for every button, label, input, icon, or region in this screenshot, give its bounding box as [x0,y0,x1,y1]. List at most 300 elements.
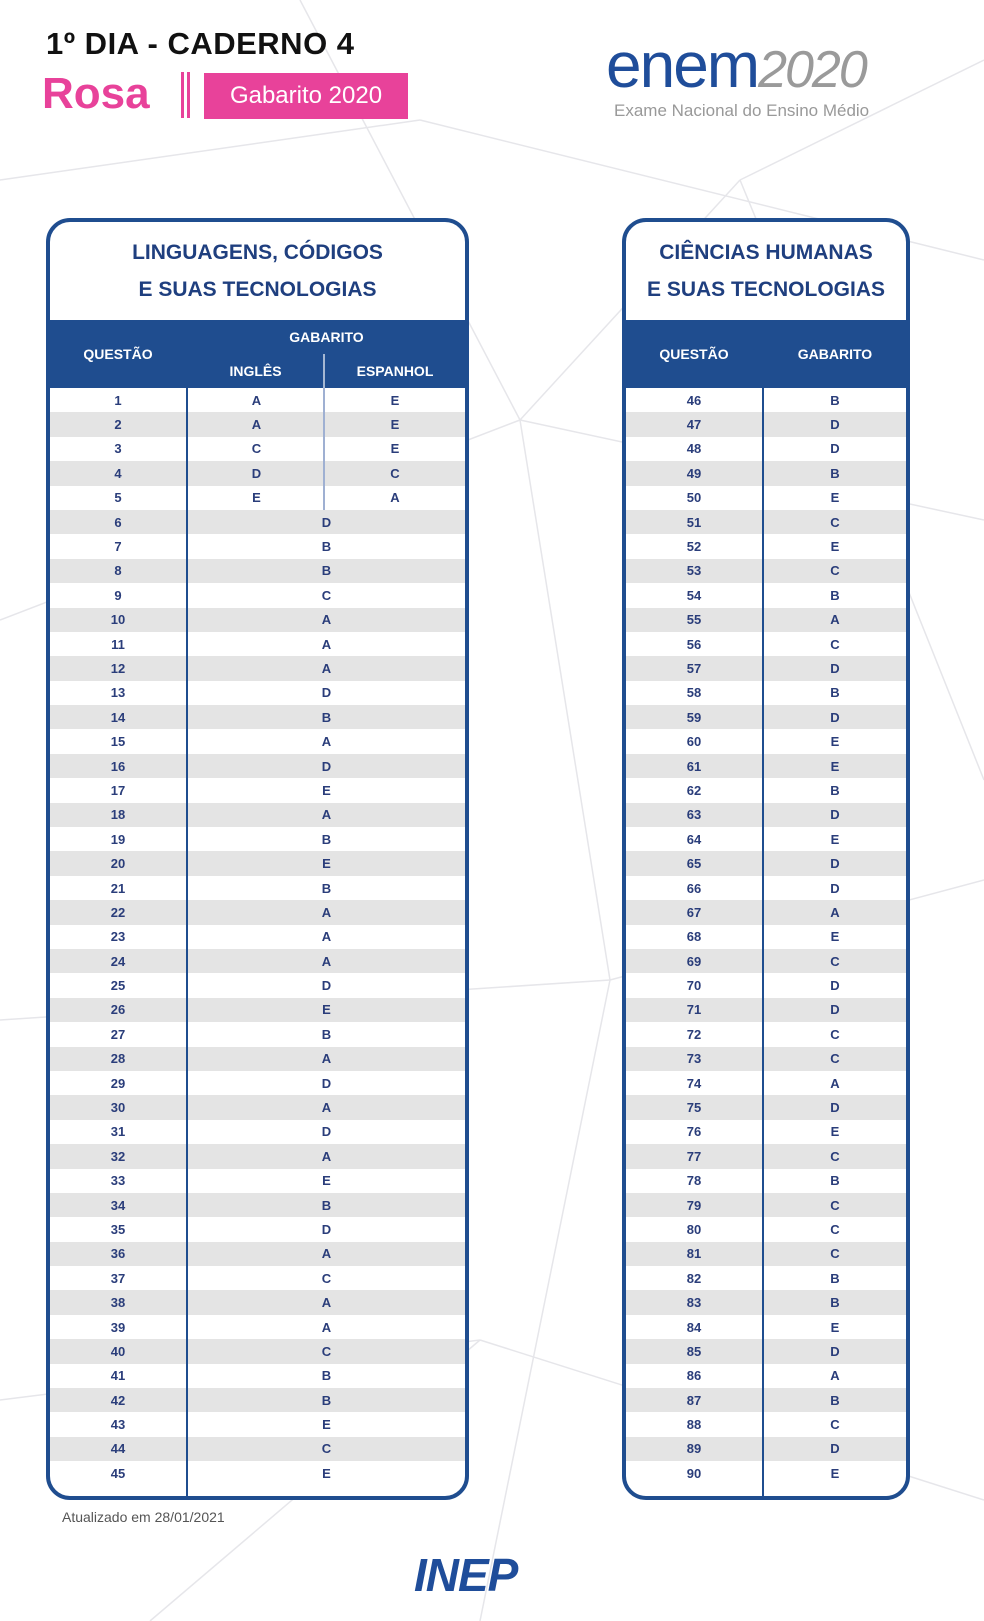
question-number: 78 [686,1173,702,1189]
question-number: 51 [686,514,702,530]
answer: C [830,1246,840,1262]
answer: E [322,1002,331,1018]
table-row [50,1364,465,1388]
linguagens-answer-table [46,218,469,1500]
question-number: 21 [110,880,126,896]
answer: E [830,929,840,945]
question-number: 41 [110,1368,126,1384]
question-number: 56 [686,636,702,652]
table-row [626,1315,906,1339]
table-row [626,1169,906,1193]
answer: B [830,587,840,603]
answer: D [321,758,332,774]
answer-espanhol: E [390,392,400,408]
answer: B [830,685,840,701]
question-number: 57 [686,660,702,676]
table-row [50,1047,465,1071]
table-row [626,851,906,875]
table-row [50,925,465,949]
question-number: 34 [110,1197,126,1213]
answer: D [321,1124,332,1140]
table-row [626,1022,906,1046]
answer: D [830,417,840,433]
table-row [626,949,906,973]
answer: C [321,1441,332,1457]
answer: C [321,587,332,603]
answer: A [321,734,332,750]
answer: B [321,1197,332,1213]
question-number: 32 [110,1148,126,1164]
question-number: 19 [110,831,126,847]
table-row [626,608,906,632]
table-row [626,1242,906,1266]
table-row [50,1315,465,1339]
answer: D [321,978,332,994]
question-number: 39 [110,1319,126,1335]
question-number: 12 [110,660,126,676]
table-row [50,486,465,510]
table-row [50,1095,465,1119]
question-number: 42 [110,1392,126,1408]
table-row [626,632,906,656]
table-row [50,1412,465,1436]
table-row [50,729,465,753]
question-number: 35 [110,1221,126,1237]
answer: B [321,831,332,847]
answer: E [322,1173,331,1189]
question-number: 80 [686,1221,702,1237]
table-row [626,1217,906,1241]
question-number: 65 [686,856,702,872]
table-row [50,973,465,997]
answer: D [830,1343,840,1359]
answer: B [830,1295,840,1311]
table-row [50,778,465,802]
answer: E [830,539,840,555]
answer: A [321,1051,332,1067]
table-row [626,778,906,802]
question-number: 58 [686,685,702,701]
question-number: 48 [686,441,702,457]
table-row [50,1071,465,1095]
table-row [626,486,906,510]
question-number: 14 [110,709,126,725]
question-number: 49 [686,465,702,481]
table-row [50,1266,465,1290]
answer: C [830,1197,840,1213]
table-row [50,1461,465,1485]
question-number: 79 [686,1197,702,1213]
table-row [50,412,465,436]
table-row [626,1290,906,1314]
question-number: 45 [110,1465,126,1481]
col-questao-header: QUESTÃO [83,346,153,362]
answer: D [830,709,840,725]
table-row [626,1095,906,1119]
question-number: 83 [686,1295,702,1311]
answer: A [321,929,332,945]
question-number: 10 [110,612,126,628]
table-row [50,1193,465,1217]
answer: A [830,1075,840,1091]
column-divider [186,320,188,1496]
table-row [50,559,465,583]
question-number: 68 [686,929,702,945]
table-row [626,559,906,583]
table-row [50,803,465,827]
question-number: 26 [110,1002,126,1018]
question-number: 63 [686,807,702,823]
answer: D [321,514,332,530]
question-number: 17 [110,782,126,798]
answer: B [321,1392,332,1408]
answer: C [321,1343,332,1359]
question-number: 72 [686,1026,702,1042]
table-row [626,1364,906,1388]
answer: C [830,953,840,969]
table-row [626,876,906,900]
answer: E [830,758,840,774]
table-row [50,949,465,973]
answer: E [322,1417,331,1433]
question-number: 15 [110,734,126,750]
question-number: 85 [686,1343,702,1359]
answer: E [830,1124,840,1140]
enem-logo [606,29,906,121]
question-number: 31 [110,1124,126,1140]
answer-espanhol: C [390,465,400,481]
table-row [50,851,465,875]
table-row [626,1388,906,1412]
table-row [626,1412,906,1436]
question-number: 16 [110,758,126,774]
table-row [50,1339,465,1363]
question-number: 61 [686,758,702,774]
answer: B [830,1392,840,1408]
question-number: 47 [686,417,702,433]
inep-logo: INEP [414,1549,518,1601]
table-row [50,1144,465,1168]
table-row [626,681,906,705]
table-row [626,656,906,680]
table-row [626,900,906,924]
table-row [50,437,465,461]
answer: C [830,636,840,652]
question-number: 81 [686,1246,702,1262]
answer: B [321,880,332,896]
question-number: 84 [686,1319,702,1335]
table-row [50,1437,465,1461]
answer: C [830,1417,840,1433]
question-number: 59 [686,709,702,725]
question-number: 50 [686,490,702,506]
answer: A [321,636,332,652]
answer: B [830,392,840,408]
answer: B [830,782,840,798]
answer: A [321,1100,332,1116]
question-number: 7 [114,539,122,555]
question-number: 74 [686,1075,702,1091]
table-row [50,534,465,558]
table-row [626,1339,906,1363]
answer: D [830,660,840,676]
table-row [626,1437,906,1461]
question-number: 2 [114,417,122,433]
answer: D [830,978,840,994]
table-row [626,437,906,461]
answer-ingles: A [251,417,262,433]
table-row [50,998,465,1022]
table-row [626,1266,906,1290]
answer: E [830,734,840,750]
answer: D [830,807,840,823]
table-row [626,998,906,1022]
language-divider [323,388,325,510]
table-row [626,1193,906,1217]
logo-year: 2020 [758,41,866,99]
answer: B [321,1026,332,1042]
question-number: 64 [686,831,702,847]
answer: B [830,1270,840,1286]
title-line: LINGUAGENS, CÓDIGOS [132,241,383,264]
table-row [626,1071,906,1095]
linguagens-title [50,222,465,320]
answer-ingles: E [252,490,261,506]
answer: A [321,807,332,823]
table-row [626,754,906,778]
divider-bars [181,72,193,118]
question-number: 67 [686,904,702,920]
question-number: 8 [114,563,122,579]
table-row [626,973,906,997]
table-row [50,1388,465,1412]
answer-espanhol: E [390,417,400,433]
table-row [626,1120,906,1144]
question-number: 54 [686,587,702,603]
question-number: 29 [110,1075,126,1091]
question-number: 24 [110,953,126,969]
question-number: 44 [110,1441,126,1457]
question-number: 70 [686,978,702,994]
question-number: 23 [110,929,126,945]
answer: C [830,1221,840,1237]
answer: D [321,1075,332,1091]
table-body [626,388,906,1486]
answer: B [830,1173,840,1189]
question-number: 27 [110,1026,126,1042]
question-number: 77 [686,1148,702,1164]
question-number: 33 [110,1173,126,1189]
question-number: 86 [686,1368,702,1384]
updated-date: Atualizado em 28/01/2021 [62,1509,225,1525]
question-number: 69 [686,953,702,969]
table-row [626,827,906,851]
answer-ingles: A [251,392,262,408]
answer: A [321,660,332,676]
answer: B [321,709,332,725]
answer: B [830,465,840,481]
answer: A [321,612,332,628]
answer: E [322,856,331,872]
table-body [50,388,465,1486]
table-row [50,827,465,851]
table-row [626,729,906,753]
table-row [50,1169,465,1193]
table-row [50,1290,465,1314]
answer: A [830,904,840,920]
question-number: 20 [110,856,126,872]
answer: B [321,1368,332,1384]
answer: E [830,1465,840,1481]
col-ingles-header: INGLÊS [229,363,282,379]
question-number: 89 [686,1441,702,1457]
answer: A [321,1148,332,1164]
question-number: 55 [686,612,702,628]
answer-ingles: C [251,441,262,457]
question-number: 38 [110,1295,126,1311]
answer: E [830,490,840,506]
answer: E [830,831,840,847]
answer: D [321,685,332,701]
table-row [626,412,906,436]
answer: D [321,1221,332,1237]
table-row [50,1242,465,1266]
question-number: 28 [110,1051,126,1067]
answer: D [830,1002,840,1018]
table-row [50,656,465,680]
question-number: 73 [686,1051,702,1067]
answer-espanhol: A [390,490,400,506]
table-row [50,1217,465,1241]
table-row [626,534,906,558]
table-row [50,388,465,412]
question-number: 37 [110,1270,126,1286]
title-line: CIÊNCIAS HUMANAS [659,241,873,264]
logo-subtitle: Exame Nacional do Ensino Médio [614,101,870,120]
question-number: 76 [686,1124,702,1140]
question-number: 75 [686,1100,702,1116]
table-row [626,925,906,949]
question-number: 40 [110,1343,126,1359]
table-row [626,461,906,485]
col-espanhol-header: ESPANHOL [356,363,434,379]
answer-espanhol: E [390,441,400,457]
table-row [626,510,906,534]
question-number: 30 [110,1100,126,1116]
table-row [50,1120,465,1144]
gabarito-badge: Gabarito 2020 [204,73,408,119]
question-number: 43 [110,1417,126,1433]
table-row [50,1022,465,1046]
answer: C [321,1270,332,1286]
booklet-color: Rosa [42,69,150,118]
humanas-answer-table [622,218,910,1500]
question-number: 90 [686,1465,702,1481]
table-row [50,632,465,656]
answer: A [321,904,332,920]
col-gabarito-header: GABARITO [797,346,873,362]
table-row [626,583,906,607]
answer: A [321,1319,332,1335]
question-number: 62 [686,782,702,798]
answer: D [830,441,840,457]
question-number: 6 [114,514,122,530]
answer: A [321,1246,332,1262]
question-number: 11 [111,636,125,652]
answer: D [830,1100,840,1116]
question-number: 3 [114,441,122,457]
question-number: 53 [686,563,702,579]
table-row [50,876,465,900]
answer: C [830,1051,840,1067]
table-header [50,320,465,388]
answer: A [830,1368,840,1384]
question-number: 36 [110,1246,126,1262]
col-questao-header: QUESTÃO [659,346,729,362]
table-row [50,681,465,705]
title-line: E SUAS TECNOLOGIAS [646,278,886,301]
question-number: 52 [686,539,702,555]
answer: E [830,1319,840,1335]
answer: C [830,514,840,530]
title-line: E SUAS TECNOLOGIAS [138,278,377,301]
question-number: 5 [114,490,122,506]
question-number: 9 [114,587,122,603]
question-number: 46 [686,392,702,408]
answer: C [830,1148,840,1164]
table-row [626,1047,906,1071]
question-number: 66 [686,880,702,896]
question-number: 71 [686,1002,702,1018]
answer: A [830,612,840,628]
question-number: 22 [110,904,126,920]
table-row [50,900,465,924]
table-row [626,1461,906,1485]
question-number: 82 [686,1270,702,1286]
table-row [50,754,465,778]
table-row [50,583,465,607]
col-gabarito-header: GABARITO [289,329,364,345]
answer: B [321,563,332,579]
answer: E [322,782,331,798]
table-row [626,803,906,827]
table-row [626,705,906,729]
table-row [50,608,465,632]
humanas-title [626,222,906,320]
question-number: 88 [686,1417,702,1433]
table-header [626,320,906,388]
logo-enem-word: enem [606,29,759,101]
question-number: 4 [114,465,122,481]
question-number: 18 [110,807,126,823]
column-divider [762,320,764,1496]
answer: B [321,539,332,555]
answer: D [830,856,840,872]
answer: E [322,1465,331,1481]
table-row [50,705,465,729]
table-row [50,461,465,485]
answer: C [830,1026,840,1042]
table-row [50,510,465,534]
answer: A [321,953,332,969]
table-row [626,388,906,412]
question-number: 13 [110,685,126,701]
answer: C [830,563,840,579]
answer-ingles: D [251,465,262,481]
question-number: 60 [686,734,702,750]
answer: D [830,880,840,896]
question-number: 87 [686,1392,702,1408]
